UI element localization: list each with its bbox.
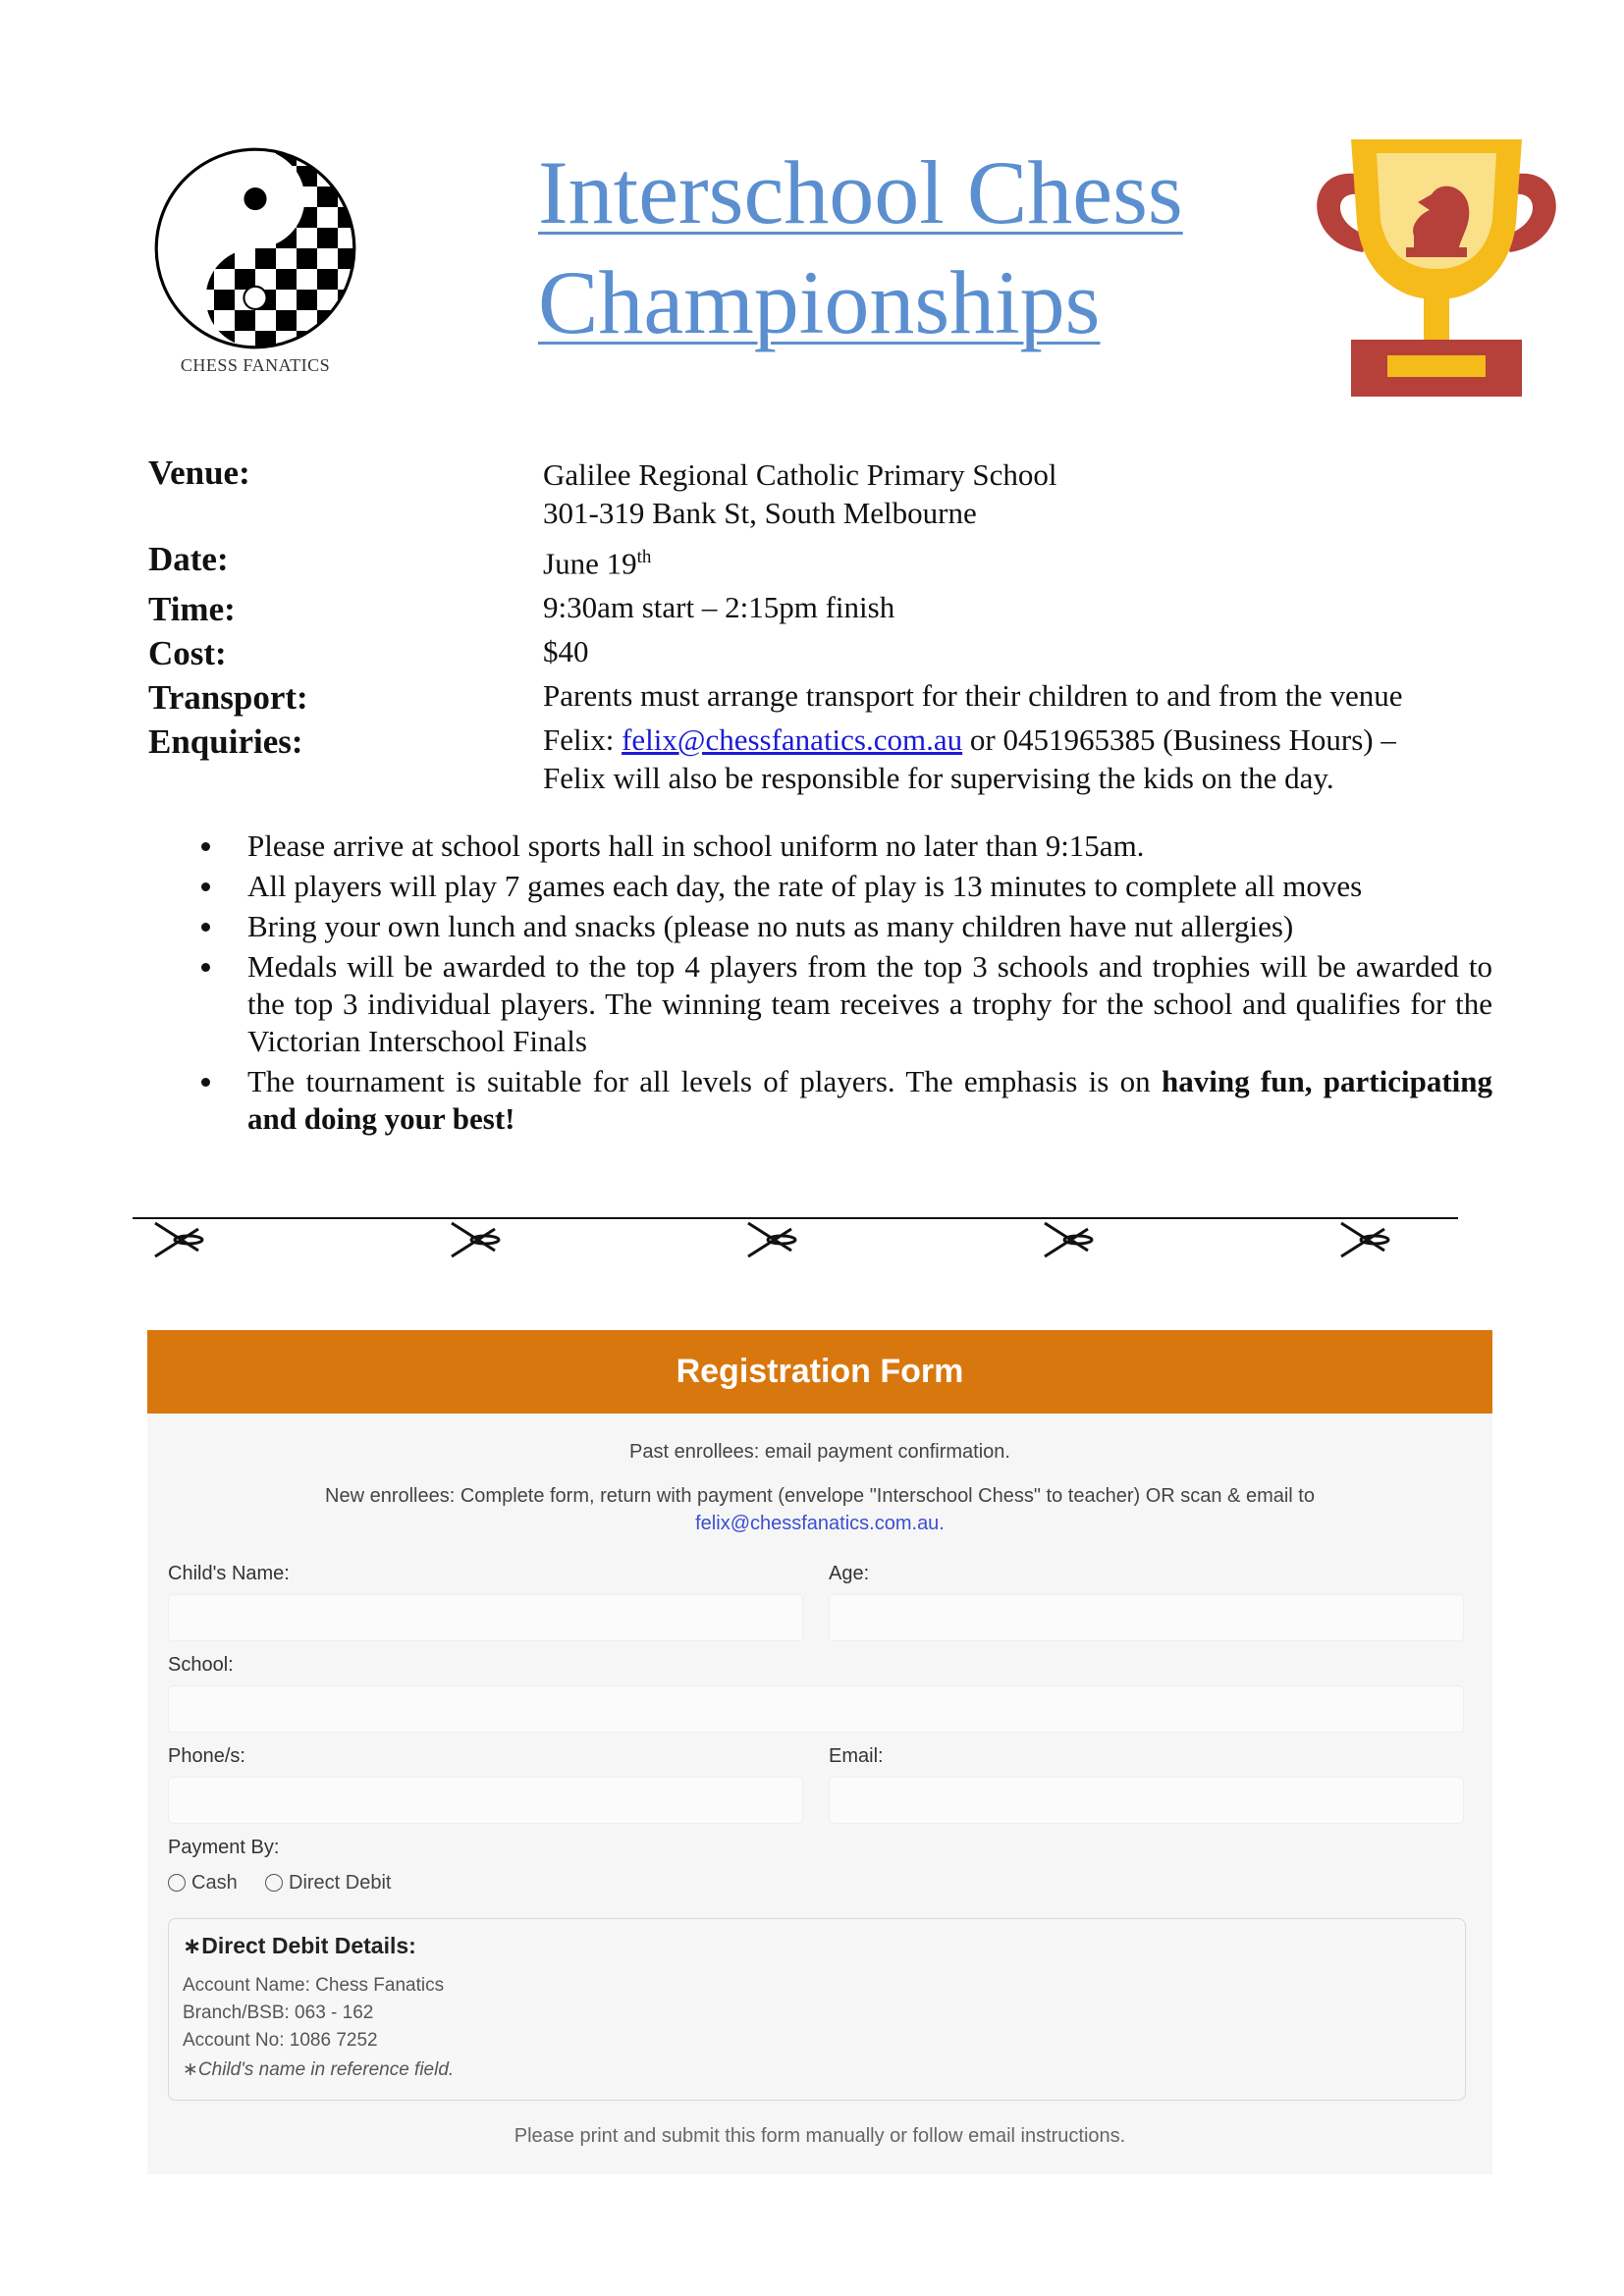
- scissors-icon: [1037, 1217, 1096, 1262]
- date-suffix: th: [636, 547, 652, 567]
- transport-label: Transport:: [148, 678, 308, 718]
- age-field[interactable]: [829, 1594, 1464, 1641]
- list-item: Medals will be awarded to the top 4 players from the top 3 schools and trophies will be awarded to the top 3 individual players. The winning team receives a trophy for the school and qualifies for the Victorian Interschool Finals: [196, 948, 1492, 1060]
- direct-debit-box: [168, 1918, 1466, 2101]
- form-header: Registration Form: [147, 1330, 1492, 1414]
- time-row: [148, 588, 1493, 629]
- enquiries-email-link[interactable]: felix@chessfanatics.com.au: [622, 722, 963, 758]
- cost-label: Cost:: [148, 634, 227, 673]
- payment-direct-debit-radio[interactable]: [265, 1872, 391, 1895]
- enquiries-row: [148, 721, 1493, 797]
- radio-circle-icon: [168, 1874, 186, 1892]
- form-intro-new-text: New enrollees: Complete form, return with payment (envelope "Interschool Chess" to teacher) OR scan & email to: [325, 1485, 1315, 1507]
- email-label: Email:: [829, 1745, 884, 1767]
- account-no: Account No: 1086 7252: [183, 2030, 378, 2051]
- title-line-2: Championships: [538, 252, 1101, 352]
- transport-row: [148, 676, 1493, 718]
- list-item: [196, 1063, 1492, 1138]
- venue-row: [148, 452, 1493, 532]
- event-details: [148, 452, 1493, 797]
- transport-value: Parents must arrange transport for their children to and from the venue: [543, 678, 1403, 714]
- enquiries-line-1: [543, 721, 1493, 759]
- enquiries-suffix: or 0451965385 (Business Hours) –: [969, 722, 1396, 758]
- venue-label: Venue:: [148, 454, 250, 492]
- logo-caption: CHESS FANATICS: [180, 355, 331, 375]
- direct-debit-option-label: Direct Debit: [289, 1872, 392, 1894]
- chess-fanatics-logo: [152, 145, 358, 386]
- direct-debit-title: ∗Direct Debit Details:: [183, 1933, 416, 1958]
- list-item: Bring your own lunch and snacks (please no nuts as many children have nut allergies): [196, 908, 1492, 945]
- date-text: June 19: [543, 546, 637, 581]
- venue-line-2: 301-319 Bank St, South Melbourne: [543, 496, 977, 530]
- venue-value: [543, 452, 1493, 532]
- payment-label: Payment By:: [168, 1837, 280, 1858]
- reference-note: ∗Child's name in reference field.: [183, 2059, 455, 2080]
- radio-circle-icon: [265, 1874, 283, 1892]
- scissors-icon: [740, 1217, 799, 1262]
- form-footer-note: Please print and submit this form manually or follow email instructions.: [514, 2125, 1126, 2147]
- date-row: [148, 538, 1493, 582]
- phone-field[interactable]: [168, 1777, 803, 1824]
- list-item: All players will play 7 games each day, the rate of play is 13 minutes to complete all moves: [196, 868, 1492, 905]
- trophy-knight-icon: [1294, 130, 1579, 400]
- school-field[interactable]: [168, 1685, 1464, 1733]
- enquiries-prefix: Felix:: [543, 722, 615, 758]
- bullet-5-bold: having fun, participating and doing your best!: [247, 1064, 1492, 1136]
- child-name-label: Child's Name:: [168, 1563, 290, 1584]
- registration-form: [147, 1330, 1492, 2174]
- time-value: 9:30am start – 2:15pm finish: [543, 590, 895, 625]
- branch-bsb: Branch/BSB: 063 - 162: [183, 2002, 374, 2023]
- yin-yang-chessboard-icon: [152, 145, 358, 351]
- title-line-1: Interschool Chess: [538, 142, 1183, 242]
- cost-row: [148, 632, 1493, 673]
- phone-label: Phone/s:: [168, 1745, 245, 1767]
- cost-value: $40: [543, 634, 589, 669]
- age-label: Age:: [829, 1563, 870, 1584]
- enquiries-line-2: Felix will also be responsible for supervising the kids on the day.: [543, 761, 1334, 796]
- page-title: [538, 137, 1284, 357]
- form-intro-email[interactable]: felix@chessfanatics.com.au.: [695, 1513, 945, 1534]
- payment-cash-radio[interactable]: [168, 1872, 238, 1895]
- list-item: Please arrive at school sports hall in school uniform no later than 9:15am.: [196, 828, 1492, 865]
- cash-option-label: Cash: [191, 1872, 238, 1894]
- email-field[interactable]: [829, 1777, 1464, 1824]
- school-label: School:: [168, 1654, 234, 1676]
- scissors-icon: [1333, 1217, 1392, 1262]
- time-label: Time:: [148, 590, 236, 629]
- form-intro-new: [147, 1482, 1492, 1537]
- venue-line-1: Galilee Regional Catholic Primary School: [543, 457, 1057, 492]
- child-name-field[interactable]: [168, 1594, 803, 1641]
- scissors-icon: [444, 1217, 503, 1262]
- enquiries-value: [543, 721, 1493, 797]
- info-bullet-list: [196, 828, 1492, 1141]
- bullet-5-text: The tournament is suitable for all levels of players. The emphasis is on: [247, 1064, 1151, 1098]
- scissors-icon: [147, 1217, 206, 1262]
- account-name: Account Name: Chess Fanatics: [183, 1975, 445, 1996]
- form-intro-past: Past enrollees: email payment confirmation.: [629, 1441, 1010, 1463]
- date-value: [543, 538, 1493, 582]
- date-label: Date:: [148, 540, 229, 578]
- enquiries-label: Enquiries:: [148, 722, 303, 762]
